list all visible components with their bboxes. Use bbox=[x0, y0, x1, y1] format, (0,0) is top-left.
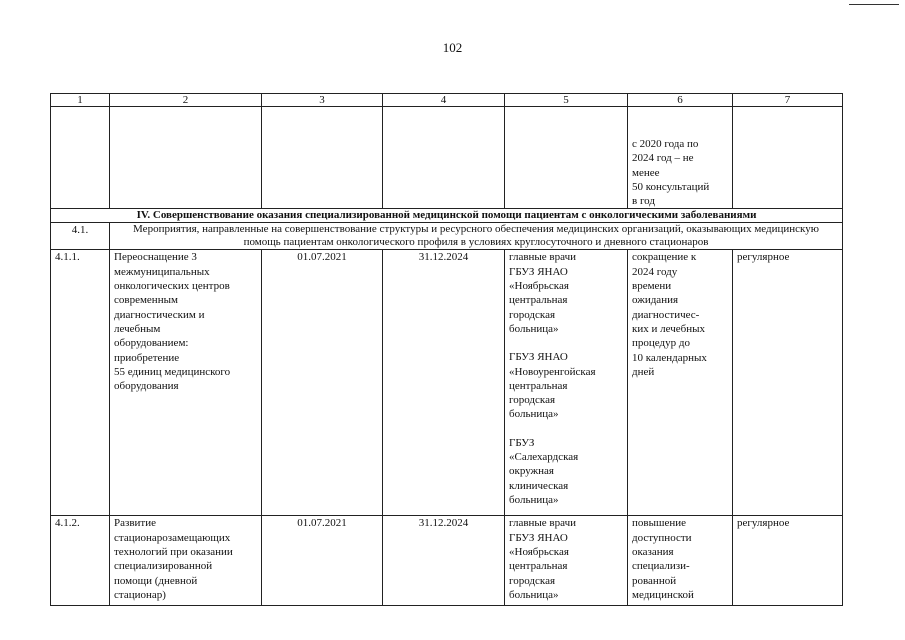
top-rule bbox=[849, 4, 899, 5]
continuation-row bbox=[51, 107, 843, 209]
row-result bbox=[628, 516, 733, 606]
col-number-6: 6 bbox=[628, 94, 733, 107]
cont-cell-4 bbox=[383, 107, 505, 209]
table-row bbox=[51, 250, 843, 516]
row-result-text: сокращение к 2024 году времени ожидания диагностичес- ких и лечебных процедур до 10 календарных дней bbox=[632, 251, 707, 378]
row-name-text: Переоснащение 3 межмуниципальных онкологических центров современным диагностическим и лечебным оборудованием: приобретение 55 единиц медицинского оборудования bbox=[114, 251, 231, 393]
row-type: регулярное bbox=[733, 250, 843, 516]
col-number-1: 1 bbox=[51, 94, 110, 107]
column-number-row bbox=[51, 94, 843, 107]
group-number: 4.1. bbox=[51, 223, 110, 250]
col-number-4: 4 bbox=[383, 94, 505, 107]
row-responsible bbox=[505, 516, 628, 606]
row-start-date: 01.07.2021 bbox=[262, 250, 383, 516]
cont-cell-7 bbox=[733, 107, 843, 209]
row-end-date: 31.12.2024 bbox=[383, 250, 505, 516]
row-start-date: 01.07.2021 bbox=[262, 516, 383, 606]
cont-cell-2 bbox=[110, 107, 262, 209]
cont-cell-3 bbox=[262, 107, 383, 209]
row-name-text: Развитие стационарозамещающих технологий при оказании специализированной помощи (дневной стационар) bbox=[114, 517, 233, 601]
row-end-date: 31.12.2024 bbox=[383, 516, 505, 606]
responsible-gap bbox=[509, 336, 623, 350]
cont-result-text: с 2020 года по 2024 год – не менее 50 консультаций в год bbox=[632, 138, 710, 208]
cont-cell-1 bbox=[51, 107, 110, 209]
cont-cell-5 bbox=[505, 107, 628, 209]
responsible-1: главные врачи ГБУЗ ЯНАО «Ноябрьская центральная городская больница» bbox=[509, 251, 576, 335]
section-title: IV. Совершенствование оказания специализированной медицинской помощи пациентам с онкологическими заболеваниями bbox=[51, 209, 843, 223]
col-number-5: 5 bbox=[505, 94, 628, 107]
responsible-1: главные врачи ГБУЗ ЯНАО «Ноябрьская центральная городская больница» bbox=[509, 517, 576, 601]
row-type: регулярное bbox=[733, 516, 843, 606]
row-name bbox=[110, 250, 262, 516]
row-number: 4.1.2. bbox=[51, 516, 110, 606]
col-number-2: 2 bbox=[110, 94, 262, 107]
col-number-3: 3 bbox=[262, 94, 383, 107]
row-result bbox=[628, 250, 733, 516]
responsible-2: ГБУЗ ЯНАО «Новоуренгойская центральная городская больница» bbox=[509, 351, 596, 421]
responsible-gap bbox=[509, 422, 623, 436]
row-number: 4.1.1. bbox=[51, 250, 110, 516]
cont-result-cell bbox=[628, 107, 733, 209]
group-row bbox=[51, 223, 843, 250]
section-row bbox=[51, 209, 843, 223]
responsible-3: ГБУЗ «Салехардская окружная клиническая больница» bbox=[509, 436, 579, 506]
group-title: Мероприятия, направленные на совершенствование структуры и ресурсного обеспечения медицинских организаций, оказывающих медицинскую помощь пациентам онкологического профиля в условиях круглосуточного и дневного стационаров bbox=[110, 223, 843, 250]
row-result-text: повышение доступности оказания специализи- рованной медицинской bbox=[632, 517, 694, 601]
row-name bbox=[110, 516, 262, 606]
plan-table bbox=[50, 93, 843, 606]
col-number-7: 7 bbox=[733, 94, 843, 107]
row-responsible bbox=[505, 250, 628, 516]
page-number: 102 bbox=[442, 40, 463, 55]
table-row bbox=[51, 516, 843, 606]
